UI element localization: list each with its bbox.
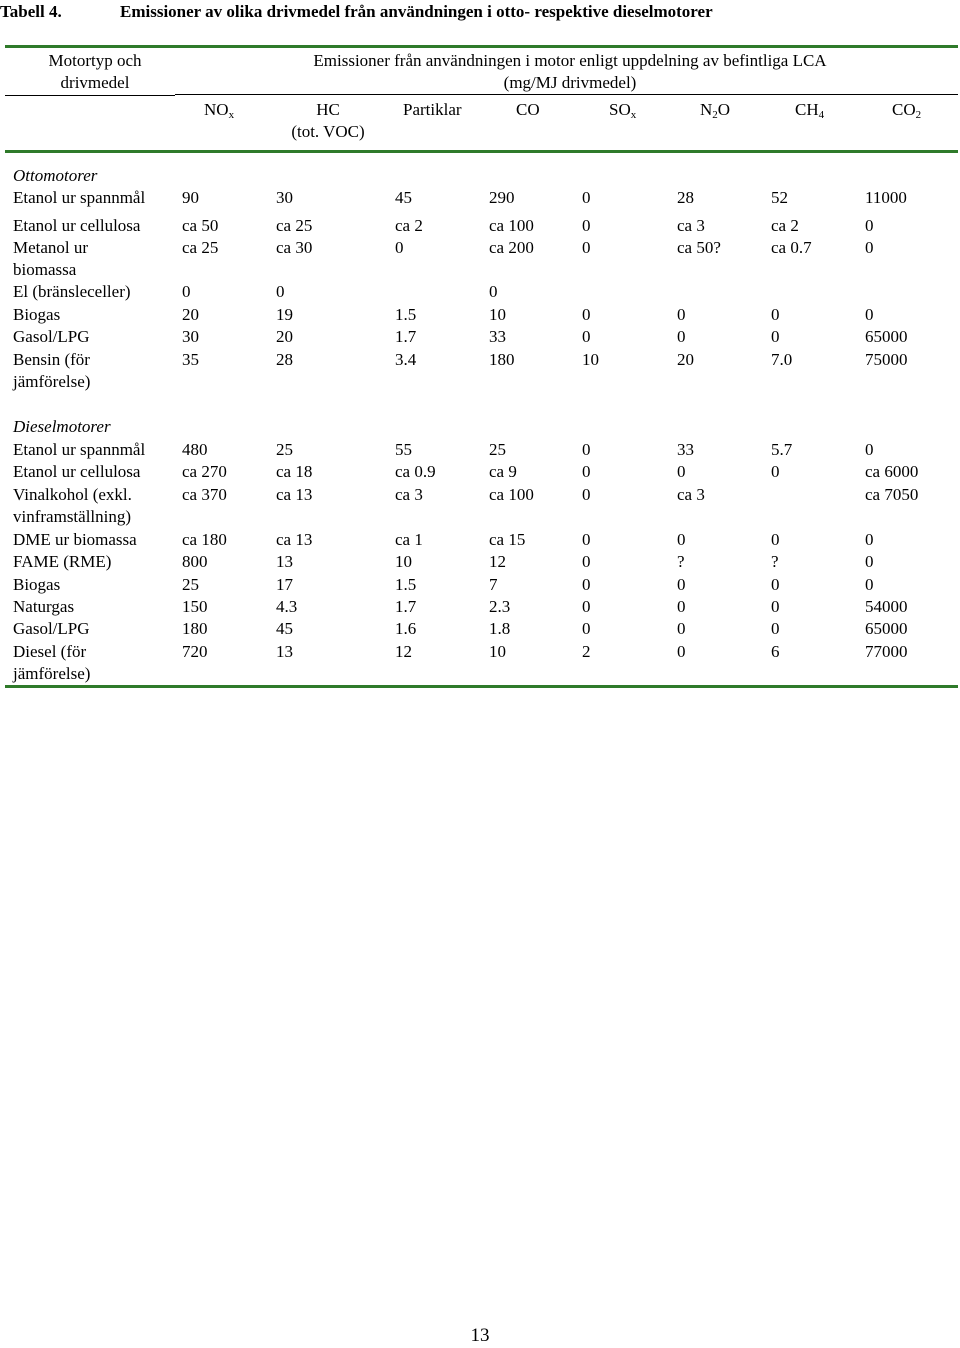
col-ch4: $CH_4$ [795, 100, 825, 121]
table-cell: ca 25 [276, 216, 313, 235]
table-cell: 65000 [865, 327, 908, 346]
row-label: Etanol ur cellulosa [13, 462, 141, 481]
table-cell: 0 [582, 485, 591, 504]
table-cell: 0 [771, 305, 780, 324]
table-cell: 54000 [865, 597, 908, 616]
table-cell: 0 [865, 552, 874, 571]
table-cell: 0 [582, 238, 591, 257]
table-cell: 0 [489, 282, 498, 301]
col-sox: $SO_x$ [609, 100, 637, 121]
table-cell: ca 200 [489, 238, 534, 257]
table-cell: 10 [489, 305, 506, 324]
table-row [0, 326, 960, 348]
table-cell: ca 3 [677, 485, 705, 504]
table-cell: 52 [771, 188, 788, 207]
col-hc: HC (tot. VOC) [291, 100, 365, 141]
table-row [0, 187, 960, 209]
table-cell: ca 2 [771, 216, 799, 235]
table-cell: 10 [582, 350, 599, 369]
table-cell: ca 9 [489, 462, 517, 481]
table-cell: 0 [771, 619, 780, 638]
col-co: CO [516, 100, 540, 119]
table-cell: ca 25 [182, 238, 219, 257]
table-cell: 20 [182, 305, 199, 324]
row-label: Etanol ur cellulosa [13, 216, 141, 235]
table-row [0, 551, 960, 573]
table-cell: 0 [582, 575, 591, 594]
table-cell: 0 [677, 642, 686, 661]
emission-header: Emissioner från användningen i motor enligt uppdelning av befintliga LCA (mg/MJ drivmedel) [313, 51, 827, 92]
table-cell: 3.4 [395, 350, 417, 369]
table-cell: 0 [771, 575, 780, 594]
table-row [0, 215, 960, 237]
row-label: Biogas [13, 305, 61, 324]
row-label: Diesel (för jämförelse) [13, 642, 91, 683]
table-cell: 90 [182, 188, 199, 207]
table-cell: 20 [677, 350, 694, 369]
header-rule [5, 150, 958, 153]
page-number: 13 [470, 1325, 490, 1346]
table-row [0, 529, 960, 551]
table-cell: ca 1 [395, 530, 423, 549]
table-title [0, 2, 960, 26]
table-cell: 12 [395, 642, 412, 661]
row-label: Etanol ur spannmål [13, 440, 146, 459]
motortyp-header: Motortyp och drivmedel [48, 51, 142, 92]
table-cell: 180 [489, 350, 515, 369]
table-cell: 0 [582, 327, 591, 346]
table-cell: 4.3 [276, 597, 298, 616]
header-divider [175, 94, 958, 95]
table-cell: 0 [771, 597, 780, 616]
table-cell: 0 [276, 282, 285, 301]
table-cell: 12 [489, 552, 506, 571]
table-cell: 25 [276, 440, 293, 459]
table-cell: 1.6 [395, 619, 417, 638]
table-cell: 0 [865, 575, 874, 594]
table-caption: Emissioner av olika drivmedel från användningen i otto- respektive dieselmotorer [120, 2, 713, 21]
table-cell: 0 [771, 327, 780, 346]
table-cell: 28 [276, 350, 293, 369]
row-label: Vinalkohol (exkl. vinframställning) [13, 485, 132, 526]
table-cell: 13 [276, 552, 293, 571]
table-cell: 6 [771, 642, 780, 661]
row-label: Naturgas [13, 597, 75, 616]
table-cell: ca 3 [395, 485, 423, 504]
section-otto: Ottomotorer [13, 166, 98, 185]
table-row [0, 281, 960, 303]
table-row [0, 237, 960, 279]
row-label: FAME (RME) [13, 552, 112, 571]
table-cell: ca 270 [182, 462, 227, 481]
table-cell: ca 0.9 [395, 462, 436, 481]
table-cell: 25 [182, 575, 199, 594]
table-cell: 20 [276, 327, 293, 346]
table-cell: ca 7050 [865, 485, 919, 504]
col-nox: $NO_x$ [204, 100, 235, 121]
table-cell: 0 [582, 305, 591, 324]
table-cell: 45 [395, 188, 412, 207]
table-cell: 1.5 [395, 575, 417, 594]
table-cell: 2 [582, 642, 591, 661]
table-cell: 30 [182, 327, 199, 346]
table-cell: 11000 [865, 188, 907, 207]
table-cell: 0 [677, 575, 686, 594]
table-cell: 0 [677, 530, 686, 549]
table-row [0, 641, 960, 683]
table-cell: ca 6000 [865, 462, 919, 481]
top-rule [5, 45, 958, 48]
section-diesel: Dieselmotorer [13, 417, 111, 436]
table-cell: 480 [182, 440, 208, 459]
table-cell: 1.7 [395, 597, 417, 616]
table-cell: 10 [489, 642, 506, 661]
row-label: Metanol ur biomassa [13, 238, 89, 279]
table-cell: 0 [582, 440, 591, 459]
table-cell: 0 [865, 238, 874, 257]
row-label: Bensin (för jämförelse) [13, 350, 91, 391]
table-cell: ca 180 [182, 530, 227, 549]
table-cell: ca 100 [489, 485, 534, 504]
table-cell: 0 [582, 188, 591, 207]
table-cell: 13 [276, 642, 293, 661]
col-partiklar: Partiklar [403, 100, 462, 119]
table-cell: 30 [276, 188, 293, 207]
table-cell: 7 [489, 575, 498, 594]
table-cell: 0 [677, 597, 686, 616]
table-label: Tabell 4. [0, 2, 62, 21]
table-cell: ca 370 [182, 485, 227, 504]
table-cell: 28 [677, 188, 694, 207]
row-label: Etanol ur spannmål [13, 188, 146, 207]
header-bottom-rule [5, 95, 175, 96]
table-cell: 0 [677, 619, 686, 638]
table-cell: 77000 [865, 642, 908, 661]
table-cell: 25 [489, 440, 506, 459]
table-cell: 10 [395, 552, 412, 571]
table-row [0, 461, 960, 483]
table-cell: 0 [771, 462, 780, 481]
table-cell: 0 [677, 462, 686, 481]
row-label: Gasol/LPG [13, 327, 90, 346]
table-cell: ca 100 [489, 216, 534, 235]
table-cell: ca 18 [276, 462, 313, 481]
table-row [0, 304, 960, 326]
table-cell: 35 [182, 350, 199, 369]
table-cell: 720 [182, 642, 208, 661]
table-cell: ? [677, 552, 685, 571]
table-row [0, 484, 960, 526]
table-cell: 0 [582, 552, 591, 571]
table-cell: 290 [489, 188, 515, 207]
table-cell: ca 3 [677, 216, 705, 235]
table-cell: 65000 [865, 619, 908, 638]
table-cell: 0 [582, 530, 591, 549]
table-cell: 75000 [865, 350, 908, 369]
table-cell: 0 [865, 440, 874, 459]
table-cell: 1.7 [395, 327, 417, 346]
table-cell: 0 [865, 530, 874, 549]
table-cell: 17 [276, 575, 293, 594]
table-cell: 0 [395, 238, 404, 257]
table-row [0, 439, 960, 461]
table-cell: 0 [771, 530, 780, 549]
table-header [0, 50, 960, 160]
table-cell: ca 30 [276, 238, 313, 257]
table-cell: ca 2 [395, 216, 423, 235]
row-label: El (bränsleceller) [13, 282, 131, 301]
table-row [0, 574, 960, 596]
table-cell: 1.8 [489, 619, 511, 638]
table-cell: 45 [276, 619, 293, 638]
table-cell: ca 13 [276, 485, 313, 504]
table-cell: 33 [677, 440, 694, 459]
table-cell: 800 [182, 552, 208, 571]
table-cell: 0 [582, 597, 591, 616]
table-cell: 1.5 [395, 305, 417, 324]
table-cell: ? [771, 552, 779, 571]
table-cell: 150 [182, 597, 208, 616]
table-cell: 0 [582, 462, 591, 481]
table-cell: 0 [182, 282, 191, 301]
table-cell: 0 [865, 216, 874, 235]
table-cell: 0 [582, 216, 591, 235]
row-label: DME ur biomassa [13, 530, 137, 549]
row-label: Biogas [13, 575, 61, 594]
table-cell: 180 [182, 619, 208, 638]
bottom-rule [5, 685, 958, 688]
table-cell: 33 [489, 327, 506, 346]
table-cell: 7.0 [771, 350, 793, 369]
table-cell: 19 [276, 305, 293, 324]
table-cell: ca 15 [489, 530, 526, 549]
table-row [0, 349, 960, 391]
table-cell: ca 50 [182, 216, 219, 235]
table-cell: ca 50? [677, 238, 721, 257]
table-cell: 0 [677, 327, 686, 346]
row-label: Gasol/LPG [13, 619, 90, 638]
table-cell: 55 [395, 440, 412, 459]
table-cell: ca 0.7 [771, 238, 812, 257]
col-n2o: $N_2O$ [700, 100, 731, 121]
table-cell: ca 13 [276, 530, 313, 549]
table-cell: 0 [865, 305, 874, 324]
table-cell: 0 [582, 619, 591, 638]
table-cell: 5.7 [771, 440, 793, 459]
table-cell: 0 [677, 305, 686, 324]
table-row [0, 618, 960, 640]
table-row [0, 596, 960, 618]
table-cell: 2.3 [489, 597, 511, 616]
col-co2: $CO_2$ [892, 100, 922, 121]
